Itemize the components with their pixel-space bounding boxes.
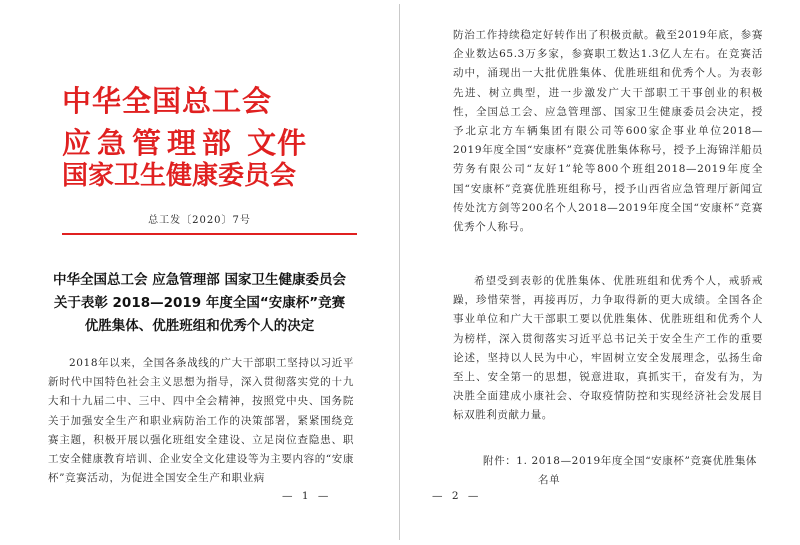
- body-paragraph: 防治工作持续稳定好转作出了积极贡献。截至2019年底，参赛企业数达65.3万多家，参赛职工数达1.3亿人左右。在竞赛活动中，涌现出一大批优胜集体、优胜班组和优秀个人。为表彰先进、树立典型，进一步激发广大干部职工干事创业的积极性，全国总工会、应急管理部、国家卫生健康委员会决定，授予北京北方车辆集团有限公司等600家企事业单位2018—2019年度全国“安康杯”竞赛优胜集体称号，授予上海锦洋船员劳务有限公司“友好1”轮等800个班组2018—2019年度全国“安康杯”竞赛优胜班组称号，授予山西省应急管理厅新闻宣传处沈方剑等200名个人2018—2019年度全国“安康杯”竞赛优秀个人称号。: [453, 29, 763, 234]
- page-2: [400, 4, 800, 540]
- attachment-line-continued: 名单: [538, 474, 561, 486]
- issuer-line-acftu: 中华全国总工会: [62, 84, 273, 118]
- document-title-line-2: 关于表彰 2018—2019 年度全国“安康杯”竞赛: [53, 295, 346, 311]
- body-paragraph: 2018年以来，全国各条战线的广大干部职工坚持以习近平新时代中国特色社会主义思想为指导，深入贯彻落实党的十九大和十九届二中、三中、四中全会精神，按照党中央、国务院关于加强安全生产和职业病防治工作的决策部署，紧紧围绕竞赛主题，积极开展以强化班组安全建设、立足岗位查隐患、职工安全健康教育培训、企业安全文化建设等为主要内容的“安康杯”竞赛活动，为促进全国安全生产和职业病: [48, 357, 354, 485]
- red-divider: [62, 233, 357, 235]
- issuer-line-nhc: 国家卫生健康委员会: [62, 161, 297, 191]
- document-label: 文件: [247, 126, 308, 160]
- page-1: [0, 4, 400, 540]
- issuer-mem-name: 应急管理部: [62, 126, 238, 160]
- body-paragraph: 希望受到表彰的优胜集体、优胜班组和优秀个人，戒骄戒躁，珍惜荣誉，再接再厉，力争取得新的更大成绩。全国各企事业单位和广大干部职工要以优胜集体、优胜班组和优秀个人为榜样，深入贯彻落实习近平总书记关于安全生产工作的重要论述，坚持以人民为中心，牢固树立安全发展理念，弘扬生命至上、安全第一的思想，锐意进取，真抓实干，奋发有为，为决胜全面建成小康社会、夺取疫情防控和实现经济社会发展目标双胜利贡献力量。: [453, 275, 763, 422]
- page-number: — 1 —: [282, 490, 332, 502]
- document-title-line-1: 中华全国总工会 应急管理部 国家卫生健康委员会: [53, 272, 346, 288]
- page-number: — 2 —: [432, 490, 482, 502]
- attachment-line: 附件：1. 2018—2019年度全国“安康杯”竞赛优胜集体: [483, 455, 758, 467]
- document-title-line-3: 优胜集体、优胜班组和优秀个人的决定: [84, 318, 315, 334]
- document-number: 总工发〔2020〕7号: [148, 215, 251, 226]
